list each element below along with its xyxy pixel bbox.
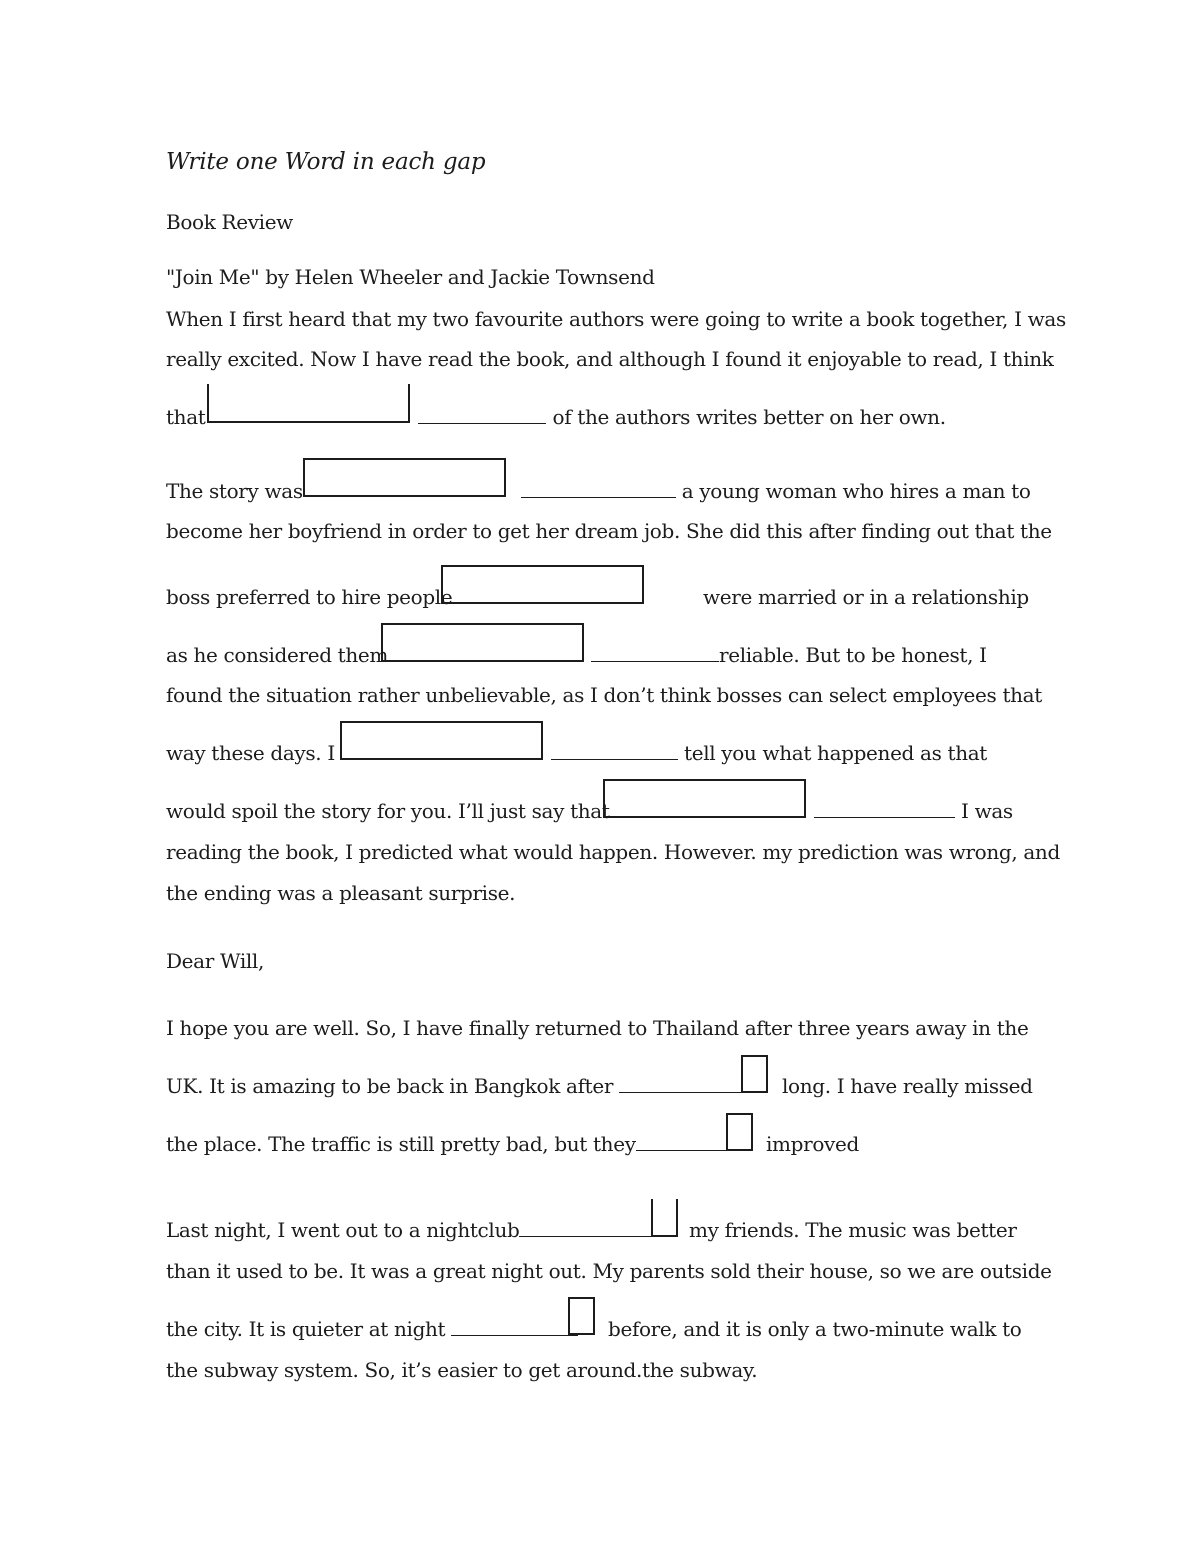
letter-text: my friends. The music was better	[689, 1218, 1017, 1242]
review-text: I was	[961, 799, 1013, 823]
letter-line	[166, 1074, 746, 1098]
review-text: reliable. But to be honest, I	[719, 643, 987, 667]
review-text: as he considered them	[166, 643, 388, 667]
review-text: tell you what happened as that	[684, 741, 987, 765]
answer-box-8[interactable]	[726, 1113, 753, 1151]
answer-blank	[814, 800, 955, 818]
review-line: found the situation rather unbelievable, as I don’t think bosses can select employees that	[166, 683, 1042, 707]
review-line: When I first heard that my two favourite authors were going to write a book together, I was	[166, 307, 1066, 331]
review-text: that	[166, 405, 206, 429]
letter-line	[166, 1317, 578, 1341]
review-line: the ending was a pleasant surprise.	[166, 881, 516, 905]
review-line	[166, 643, 388, 667]
answer-blank	[619, 1075, 746, 1093]
section-label-book-review: Book Review	[166, 210, 293, 234]
review-line	[166, 585, 452, 609]
review-line	[166, 799, 610, 823]
answer-box-9[interactable]	[651, 1199, 678, 1237]
review-text: a young woman who hires a man to	[681, 479, 1031, 503]
answer-box-2[interactable]	[303, 458, 506, 497]
answer-blank	[451, 1318, 578, 1336]
answer-blank	[551, 742, 678, 760]
answer-box-3[interactable]	[441, 565, 644, 604]
letter-text: the place. The traffic is still pretty bad, but they	[166, 1132, 636, 1156]
answer-box-5[interactable]	[340, 721, 543, 760]
letter-line: the subway system. So, it’s easier to get around.the subway.	[166, 1358, 758, 1382]
letter-text: before, and it is only a two-minute walk to	[608, 1317, 1022, 1341]
review-line-tail	[551, 741, 987, 765]
review-text: would spoil the story for you. I’ll just say that	[166, 799, 610, 823]
answer-box-10[interactable]	[568, 1297, 595, 1335]
review-line: become her boyfriend in order to get her dream job. She did this after finding out that the	[166, 519, 1052, 543]
answer-blank	[591, 644, 719, 662]
book-title-line: "Join Me" by Helen Wheeler and Jackie Townsend	[166, 265, 655, 289]
answer-blank	[418, 406, 546, 424]
answer-box-1[interactable]	[207, 384, 410, 423]
review-text: were married or in a relationship	[703, 585, 1029, 609]
letter-text: the city. It is quieter at night	[166, 1317, 446, 1341]
answer-blank	[519, 1219, 661, 1237]
letter-text: improved	[766, 1132, 859, 1156]
letter-line: I hope you are well. So, I have finally returned to Thailand after three years away in the	[166, 1016, 1029, 1040]
review-line	[166, 741, 335, 765]
answer-box-4[interactable]	[381, 623, 584, 662]
answer-box-6[interactable]	[603, 779, 806, 818]
review-text: The story was	[166, 479, 303, 503]
review-line	[166, 479, 1031, 503]
review-text: of the authors writes better on her own.	[552, 405, 946, 429]
letter-line	[166, 1218, 661, 1242]
answer-box-7[interactable]	[741, 1055, 768, 1093]
review-line-tail	[591, 643, 987, 667]
letter-line	[166, 1132, 744, 1156]
instruction-heading: Write one Word in each gap	[166, 149, 486, 175]
review-line-tail	[814, 799, 1013, 823]
review-line: reading the book, I predicted what would happen. However. my prediction was wrong, and	[166, 840, 1060, 864]
letter-line: than it used to be. It was a great night out. My parents sold their house, so we are outside	[166, 1259, 1052, 1283]
letter-text: Last night, I went out to a nightclub	[166, 1218, 520, 1242]
review-line: really excited. Now I have read the book, and although I found it enjoyable to read, I think	[166, 347, 1054, 371]
letter-text: UK. It is amazing to be back in Bangkok after	[166, 1074, 614, 1098]
review-text: way these days. I	[166, 741, 335, 765]
letter-greeting: Dear Will,	[166, 949, 264, 973]
letter-text: long. I have really missed	[782, 1074, 1033, 1098]
answer-blank	[521, 480, 676, 498]
review-text: boss preferred to hire people	[166, 585, 453, 609]
